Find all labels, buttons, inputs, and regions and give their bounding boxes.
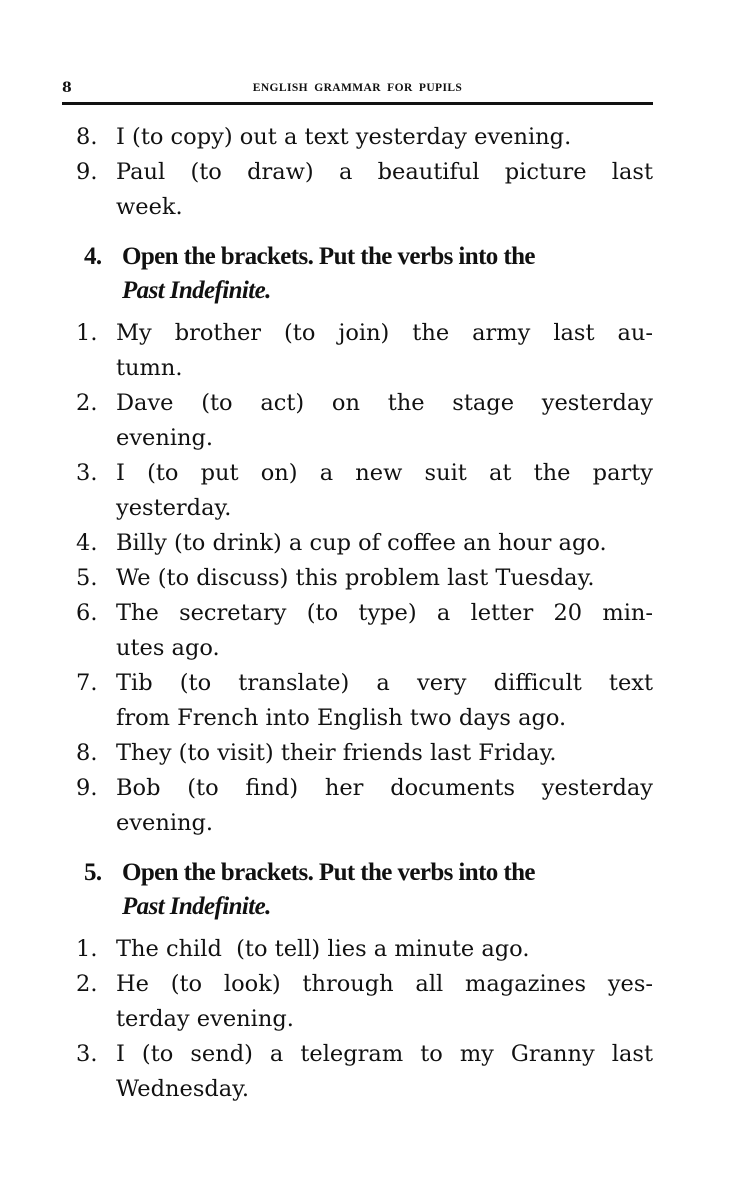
- item-text-line: evening.: [116, 425, 214, 451]
- item-text: [116, 596, 653, 666]
- item-text-line: Dave (to act) on the stage yesterday: [116, 390, 653, 416]
- item-text-line: Wednesday.: [116, 1076, 250, 1102]
- item-text-line: tumn.: [116, 355, 183, 381]
- item-number: 6.: [76, 600, 98, 626]
- item-number: 2.: [76, 390, 98, 416]
- item-text: [116, 456, 653, 526]
- exercise-4-heading: [0, 240, 642, 308]
- item-number: 3.: [76, 1041, 98, 1067]
- list-item: [0, 155, 653, 225]
- item-text: [116, 666, 653, 736]
- exercise-5-heading: [0, 856, 642, 924]
- item-number: 2.: [76, 971, 98, 997]
- exercise-tense: Past Indefinite.: [122, 277, 271, 304]
- item-number: 5.: [76, 565, 98, 591]
- item-text: [116, 530, 607, 556]
- item-number: 8.: [76, 124, 98, 150]
- list-item: [0, 386, 653, 456]
- item-text-line: He (to look) through all magazines yes-: [116, 971, 653, 997]
- item-text-line: I (to copy) out a text yesterday evening.: [116, 124, 572, 150]
- item-text-line: week.: [116, 194, 183, 220]
- running-head: [62, 80, 653, 105]
- item-text: [116, 936, 529, 962]
- item-text: [116, 1037, 653, 1107]
- item-text-line: My brother (to join) the army last au-: [116, 320, 653, 346]
- list-item: [0, 967, 653, 1037]
- item-number: 7.: [76, 670, 98, 696]
- item-text-line: terday evening.: [116, 1006, 294, 1032]
- item-number: 1.: [76, 936, 98, 962]
- item-text-line: Tib (to translate) a very difficult text: [116, 670, 653, 696]
- item-text-line: yesterday.: [116, 495, 232, 521]
- item-text: [116, 386, 653, 456]
- item-text-line: evening.: [116, 810, 214, 836]
- item-text-line: Bob (to find) her documents yesterday: [116, 775, 653, 801]
- item-text: [116, 155, 653, 225]
- item-text-line: utes ago.: [116, 635, 220, 661]
- item-number: 4.: [76, 530, 98, 556]
- item-number: 1.: [76, 320, 98, 346]
- item-number: 8.: [76, 740, 98, 766]
- list-item: [0, 771, 653, 841]
- item-text-line: I (to put on) a new suit at the party: [116, 460, 653, 486]
- list-item: [0, 736, 653, 771]
- item-text-line: They (to visit) their friends last Friday.: [116, 740, 557, 766]
- exercise-number: 4.: [84, 243, 102, 270]
- exercise-instruction: Open the brackets. Put the verbs into the: [122, 859, 535, 886]
- list-item: [0, 1037, 653, 1107]
- item-text-line: The secretary (to type) a letter 20 min-: [116, 600, 653, 626]
- exercise-instruction: Open the brackets. Put the verbs into the: [122, 243, 535, 270]
- book-title: ENGLISH GRAMMAR FOR PUPILS: [252, 82, 463, 94]
- item-number: 9.: [76, 159, 98, 185]
- exercise-number: 5.: [84, 859, 102, 886]
- item-text-line: from French into English two days ago.: [116, 705, 567, 731]
- list-item: [0, 666, 653, 736]
- item-text-line: We (to discuss) this problem last Tuesday.: [116, 565, 595, 591]
- list-item: [0, 932, 653, 967]
- list-item: [0, 456, 653, 526]
- list-item: [0, 526, 653, 561]
- item-text-line-wrap: [116, 701, 653, 736]
- list-item: [0, 316, 653, 386]
- item-text-line: I (to send) a telegram to my Granny last: [116, 1041, 653, 1067]
- item-text: [116, 740, 557, 766]
- page-number: 8: [62, 80, 72, 96]
- item-number: 3.: [76, 460, 98, 486]
- exercise-tense: Past Indefinite.: [122, 893, 271, 920]
- list-item: [0, 596, 653, 666]
- item-text-line: Billy (to drink) a cup of coffee an hour ago.: [116, 530, 607, 556]
- item-number: 9.: [76, 775, 98, 801]
- item-text: [116, 316, 653, 386]
- item-text: [116, 771, 653, 841]
- item-text: [116, 124, 571, 150]
- page-content: [0, 120, 739, 1107]
- item-text-line: The child (to tell) lies a minute ago.: [116, 936, 530, 962]
- list-item: [0, 120, 653, 155]
- item-text: [116, 565, 594, 591]
- item-text-line: Paul (to draw) a beautiful picture last: [116, 159, 653, 185]
- list-item: [0, 561, 653, 596]
- item-text: [116, 967, 653, 1037]
